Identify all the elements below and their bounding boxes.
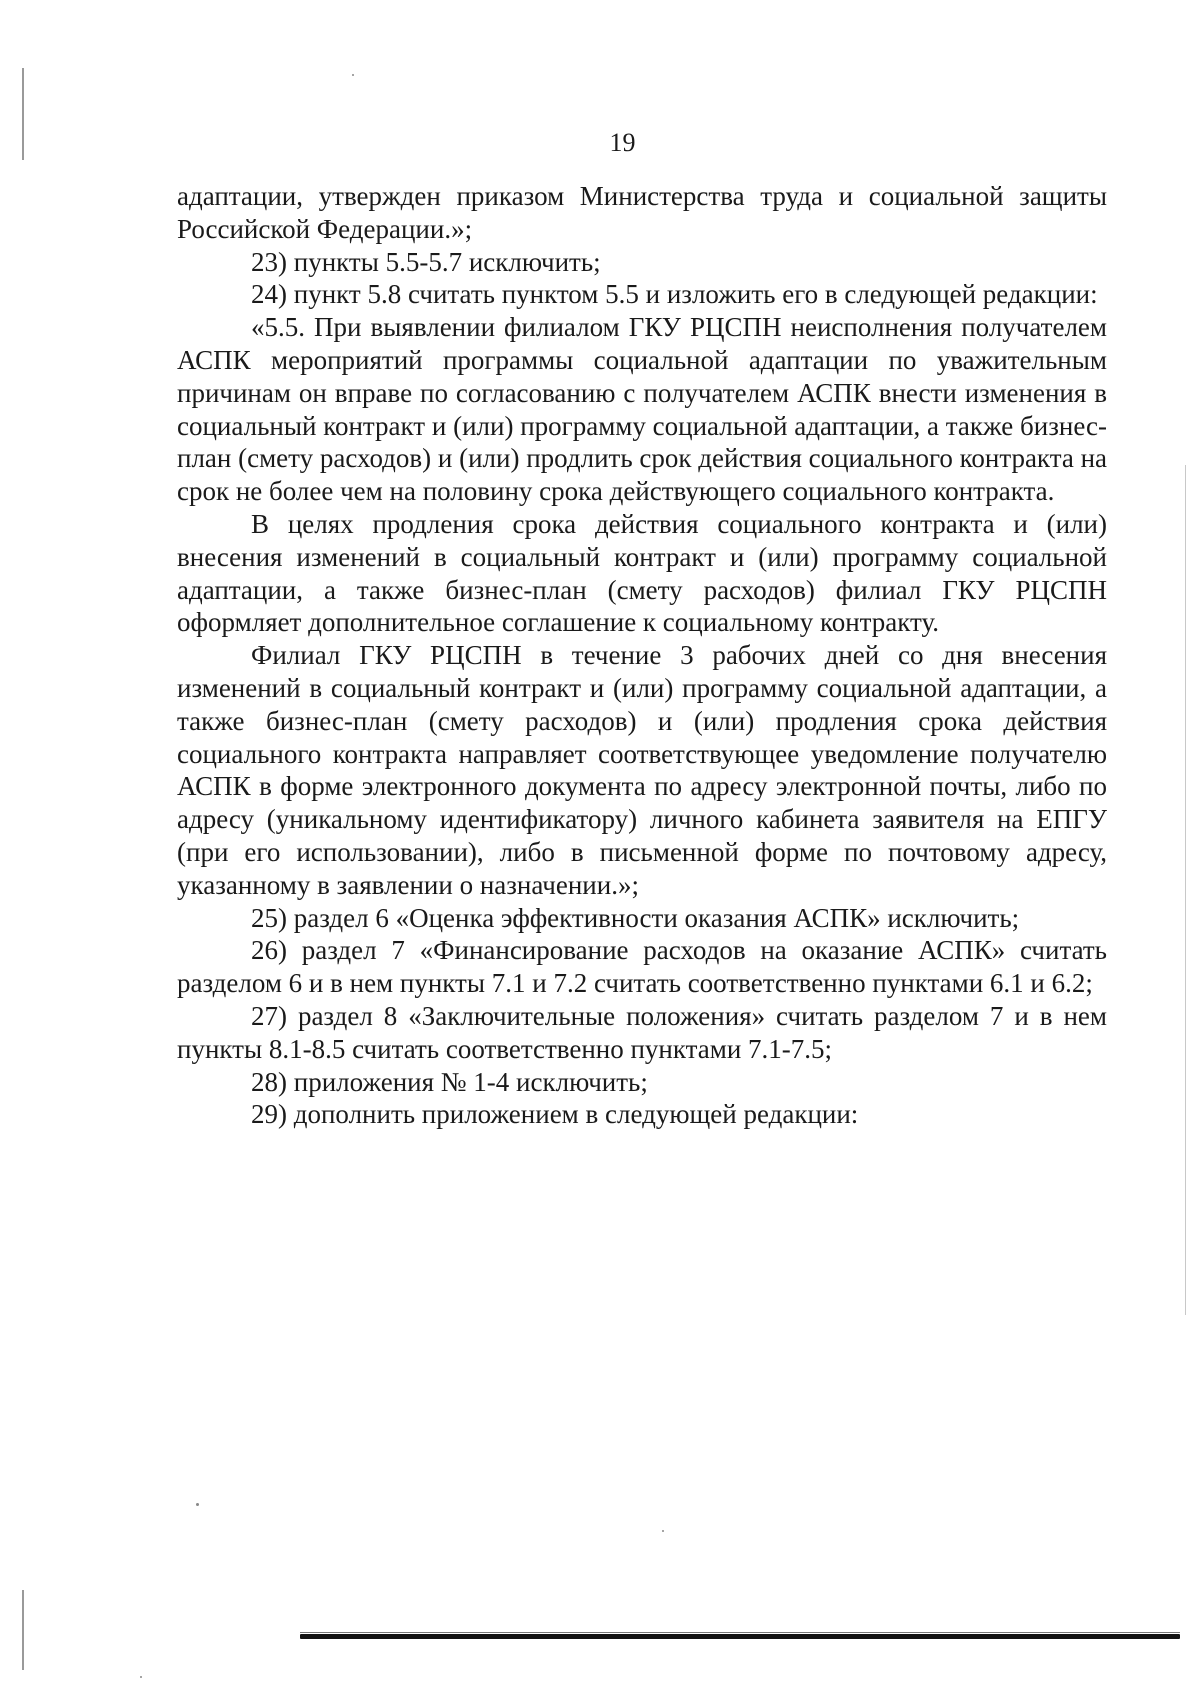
scan-bottom-edge xyxy=(300,1634,1180,1639)
paragraph-item-24: 24) пункт 5.8 считать пунктом 5.5 и изложить его в следующей редакции: xyxy=(251,279,1098,310)
scan-speck xyxy=(196,1503,199,1506)
paragraph-extension: В целях продления срока действия социального контракта и (или) внесения изменений в социальный контракт и (или) программу социальной адаптации, а также бизнес-план (смету расходов) филиал ГКУ РЦСПН оформляет дополнительное соглашение к социальному контракту. xyxy=(177,508,1107,638)
paragraph-item-26: 26) раздел 7 «Финансирование расходов на оказание АСПК» считать разделом 6 и в нем пункты 7.1 и 7.2 считать соответственно пунктами 6.1 и 6.2; xyxy=(177,935,1107,999)
paragraph-item-29: 29) дополнить приложением в следующей редакции: xyxy=(251,1099,859,1130)
paragraph-item-28: 28) приложения № 1-4 исключить; xyxy=(251,1066,648,1097)
paragraph-continuation: адаптации, утвержден приказом Министерства труда и социальной защиты Российской Федерации.»; xyxy=(177,181,1107,244)
scan-edge-mark xyxy=(22,1590,24,1670)
scan-bottom-edge xyxy=(300,1632,1180,1633)
scan-speck xyxy=(140,1676,142,1678)
paragraph-notification: Филиал ГКУ РЦСПН в течение 3 рабочих дней со дня внесения изменений в социальный контракт и (или) программу социальной адаптации, а также бизнес-план (смету расходов) и (или) продления срока действия социального контракта направляет соответствующее уведомление получателю АСПК в форме электронного документа по адресу электронной почты, либо по адресу (уникальному идентификатору) личного кабинета заявителя на ЕПГУ (при его использовании), либо в письменной форме по почтовому адресу, указанному в заявлении о назначении.»; xyxy=(177,640,1107,900)
paragraph-item-25: 25) раздел 6 «Оценка эффективности оказания АСПК» исключить; xyxy=(251,902,1020,933)
paragraph-clause-5-5: «5.5. При выявлении филиалом ГКУ РЦСПН неисполнения получателем АСПК мероприятий программы социальной адаптации по уважительным причинам он вправе по согласованию с получателем АСПК внести изменения в социальный контракт и (или) программу социальной адаптации, а также бизнес-план (смету расходов) и (или) продлить срок действия социального контракта на срок не более чем на половину срока действующего социального контракта. xyxy=(177,312,1107,507)
scan-speck xyxy=(352,74,354,76)
page-number: 19 xyxy=(609,128,636,157)
document-body xyxy=(177,180,1107,1131)
scan-speck xyxy=(662,1530,664,1532)
scan-edge-mark xyxy=(1185,465,1186,1315)
paragraph-item-27: 27) раздел 8 «Заключительные положения» считать разделом 7 и в нем пункты 8.1-8.5 считать соответственно пунктами 7.1-7.5; xyxy=(177,1000,1107,1064)
paragraph-item-23: 23) пункты 5.5-5.7 исключить; xyxy=(251,246,601,277)
